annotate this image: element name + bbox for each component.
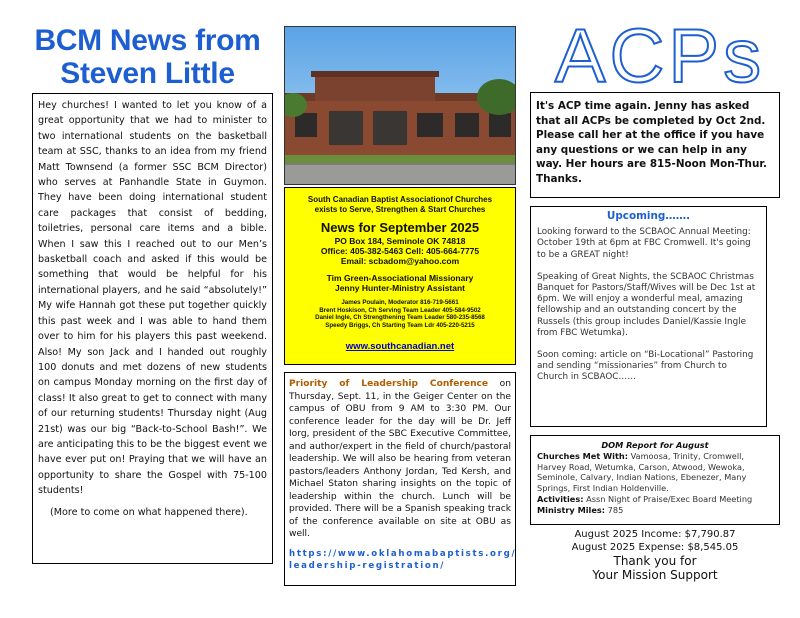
registration-link-line1[interactable]: https://www.oklahomabaptists.org/ bbox=[289, 548, 517, 559]
dom-activities-label: Activities: bbox=[537, 493, 584, 504]
dom-miles-line bbox=[537, 505, 773, 516]
acps-title-graphic bbox=[535, 14, 785, 92]
mailing-address: PO Box 184, Seminole OK 74818 bbox=[334, 236, 466, 246]
bcm-news-more: (More to come on what happened there). bbox=[50, 506, 248, 518]
conference-title: Priority of Leadership Conference bbox=[289, 379, 489, 389]
upcoming-title: Upcoming……. bbox=[606, 210, 691, 222]
dom-miles-value: 785 bbox=[605, 504, 624, 515]
bcm-title-line1: BCM News from bbox=[34, 24, 261, 57]
bcm-title-line2: Steven Little bbox=[60, 57, 235, 90]
dom-churches-label: Churches Met With: bbox=[537, 450, 628, 461]
leadership-conference-box bbox=[284, 372, 516, 586]
email-address: Email: scbadom@yahoo.com bbox=[340, 256, 460, 266]
dom-miles-label: Ministry Miles: bbox=[537, 504, 606, 515]
associational-missionary: Tim Green-Associational Missionary bbox=[326, 273, 474, 283]
leader-line: Speedy Briggs, Ch Starting Team Ldr 405-220-5215 bbox=[325, 321, 475, 329]
church-building-photo bbox=[284, 26, 516, 185]
dom-churches-list: Vamoosa, Trinity, Cromwell, Harvey Road, Wetumka, Carson, Atwood, Wewoka, Seminole, Calvary, Indian Nations, Ebenezer, Many Springs, First Indian Holdenville. bbox=[537, 450, 747, 494]
registration-link-line2[interactable]: leadership-registration/ bbox=[289, 560, 446, 571]
website-link[interactable]: www.southcanadian.net bbox=[345, 341, 455, 353]
tagline-line1: South Canadian Baptist Associationof Churches bbox=[307, 195, 493, 204]
dom-report-title: DOM Report for August bbox=[601, 440, 709, 450]
upcoming-item: Looking forward to the SCBAOC Annual Meeting: October 19th at 6pm at FBC Cromwell. It's going to be a GREAT night! bbox=[537, 227, 751, 260]
dom-churches-line bbox=[537, 451, 773, 494]
upcoming-item: Soon coming: article on “Bi-Locational” Pastoring and sending “missionaries” from Church to Church in SCBAOC…… bbox=[537, 350, 754, 383]
phone-numbers: Office: 405-382-5463 Cell: 405-664-7775 bbox=[320, 246, 480, 256]
expense-line: August 2025 Expense: $8,545.05 bbox=[571, 541, 739, 553]
bcm-news-title bbox=[20, 24, 275, 90]
bcm-news-body: Hey churches! I wanted to let you know of a great opportunity that we had to minister to two international students on the basketball team at SSC, thanks to an idea from my friend Matt Townsend (a former SSC BCM Director) who serves at Panhandle State in Guymon. They have been doing international student care packages that consist of bedding, toiletries, personal care items and a bible. When I saw this I reached out to our Men’s basketball coach and asked if this would be something that would be helpful for his international players, and he said “absolutely!” My wife Hannah got these put together quickly this past week and I was able to hand them over to him for his players this past weekend. Also! My son Jack and I handed out roughly 100 donuts and met dozens of new students on campus Monday morning on the first day of class! It also great to get to connect with many of our returning students! Thursday night (Aug 21st) was our big “Back-to-School Bash!”. We are anticipating this to be the biggest event we have ever put on! Praying that we will have an opportunity to share the Gospel with 75-100 students! bbox=[38, 100, 267, 497]
thank-you-line1: Thank you for bbox=[613, 554, 697, 568]
acp-notice-box bbox=[530, 92, 780, 198]
upcoming-events-box bbox=[530, 206, 767, 427]
income-line: August 2025 Income: $7,790.87 bbox=[574, 529, 736, 540]
leader-line: James Poulain, Moderator 816-719-5661 bbox=[341, 299, 459, 306]
acps-title: ACPs bbox=[554, 14, 766, 92]
leader-line: Brent Hoskison, Ch Serving Team Leader 405-584-9502 bbox=[319, 306, 481, 314]
conference-body: on Thursday, Sept. 11, in the Geiger Center on the campus of OBU from 9 AM to 3:30 PM. Our conference leader for the day will be Dr. Jeff Iorg, president of the SBC Executive Committee, and author/expert in the field of church/pastoral leadership. We will also be hearing from veteran pastors/leaders Anthony Jordan, Ted Kersh, and Michael Staton sharing insights on the topic of leadership within the church. Lunch will be provided. There will be a Spanish speaking track of the conference available on site at OBU as well. bbox=[289, 379, 512, 539]
acp-notice-text: It's ACP time again. Jenny has asked that all ACPs be completed by Oct 2nd. Please call her at the office if you have any questions or we can help in any way. Her hours are 815-Noon Mon-Thur. Thanks. bbox=[536, 100, 767, 185]
newsletter-date-heading: News for September 2025 bbox=[320, 220, 480, 235]
registration-link[interactable] bbox=[289, 548, 517, 572]
thank-you-line2: Your Mission Support bbox=[592, 568, 718, 582]
upcoming-item: Speaking of Great Nights, the SCBAOC Christmas Banquet for Pastors/Staff/Wives will be Dec 1st at 6pm. We will enjoy a wonderful meal, amazing fellowship and an outstanding concert by the Russels (this group includes Daniel/Kassie Ingle from FBC Wetumka). bbox=[537, 271, 756, 338]
bcm-news-box bbox=[32, 93, 273, 564]
leader-line: Daniel Ingle, Ch Strengthening Team Leader 580-235-8568 bbox=[315, 314, 485, 322]
dom-report-box bbox=[530, 435, 780, 525]
dom-activities-line bbox=[537, 494, 773, 505]
dom-activities-value: Assn Night of Praise/Exec Board Meeting bbox=[583, 493, 753, 504]
tagline-line2: exists to Serve, Strengthen & Start Churches bbox=[314, 205, 486, 214]
finance-summary bbox=[530, 529, 780, 582]
ministry-assistant: Jenny Hunter-Ministry Assistant bbox=[334, 283, 466, 293]
association-info-box bbox=[284, 187, 516, 365]
